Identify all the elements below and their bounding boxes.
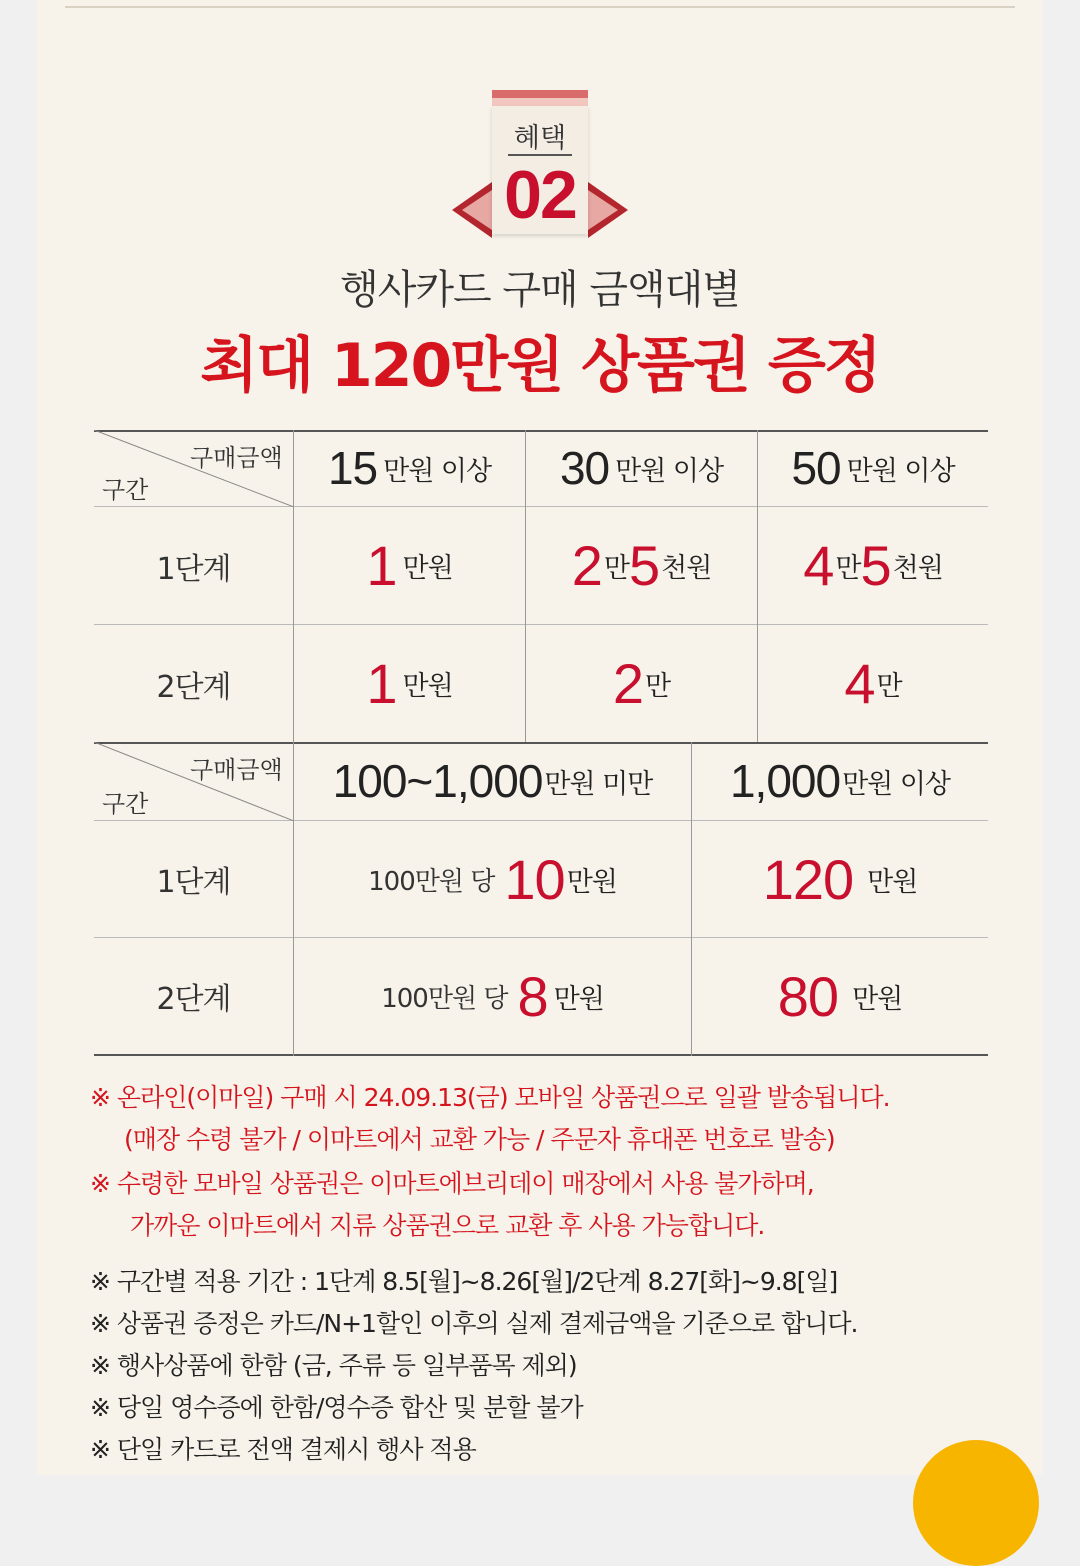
reward-value: 1: [366, 534, 397, 597]
badge-label: 혜택: [513, 123, 567, 154]
floating-action-button[interactable]: [913, 1440, 1039, 1566]
reward-value: 80: [777, 964, 839, 1028]
reward-cell: [294, 938, 691, 1054]
corner-label-range: 구간: [102, 476, 149, 504]
reward-prefix: 100만원 당: [381, 983, 508, 1014]
note-red-line: ※ 수령한 모바일 상품권은 이마트에브리데이 매장에서 사용 불가하며,: [90, 1169, 814, 1198]
reward-value: 4: [803, 534, 834, 597]
reward-cell: [526, 507, 757, 624]
header-suffix: 만원 이상: [383, 455, 492, 487]
reward-unit-2: 천원: [661, 553, 712, 584]
stage-label: 2단계: [156, 982, 231, 1017]
notes-section: [90, 1078, 1010, 1478]
reward-value: 4: [844, 652, 875, 715]
header-suffix: 만원 이상: [846, 455, 955, 487]
reward-value-2: 5: [628, 534, 660, 597]
reward-unit: 만: [603, 553, 629, 584]
reward-unit: 만: [835, 553, 861, 584]
header-cell: [758, 430, 988, 506]
header-suffix: 만원 이상: [842, 768, 951, 800]
reward-unit: 만원: [852, 983, 903, 1015]
benefit-badge: [452, 90, 628, 250]
reward-unit: 만: [645, 671, 671, 702]
divider: [65, 6, 1015, 8]
reward-unit: 만원: [402, 671, 453, 702]
reward-unit: 만원: [402, 553, 453, 584]
badge-top-bar: [492, 90, 588, 98]
reward-value: 10: [504, 847, 565, 911]
reward-unit: 만원: [867, 866, 918, 898]
reward-cell: [294, 625, 525, 742]
badge-number: 02: [504, 157, 576, 233]
table-border: [94, 1054, 988, 1056]
note-red-line: 가까운 이마트에서 지류 상품권으로 교환 후 사용 가능합니다.: [130, 1211, 765, 1240]
reward-cell: [526, 625, 757, 742]
header-cell: [526, 430, 757, 506]
reward-cell: [692, 821, 988, 937]
reward-unit-2: 천원: [892, 553, 943, 584]
corner-label-amount: 구매금액: [190, 444, 283, 472]
badge-wing-inner-right: [588, 190, 618, 230]
badge-wing-inner-left: [462, 190, 492, 230]
reward-value: 2: [612, 652, 644, 715]
header-amount: 15: [327, 442, 378, 494]
note-line: ※ 구간별 적용 기간 : 1단계 8.5[월]~8.26[월]/2단계 8.27[화]~9.8[일]: [90, 1267, 838, 1296]
header-amount: 100~1,000: [332, 755, 543, 807]
corner-label-amount: 구매금액: [190, 756, 283, 784]
note-red-line: ※ 온라인(이마일) 구매 시 24.09.13(금) 모바일 상품권으로 일괄 발송됩니다.: [90, 1083, 890, 1112]
reward-table-1: [94, 430, 988, 744]
badge-top-bar-light: [492, 98, 588, 106]
reward-value-2: 5: [860, 534, 891, 597]
reward-cell: [758, 625, 988, 742]
reward-cell: [294, 507, 525, 624]
note-line: ※ 단일 카드로 전액 결제시 행사 적용: [90, 1435, 476, 1464]
reward-value: 2: [571, 534, 602, 597]
note-red-line: (매장 수령 불가 / 이마트에서 교환 가능 / 주문자 휴대폰 번호로 발송): [124, 1125, 835, 1154]
promo-title: 최대 120만원 상품권 증정: [200, 331, 880, 401]
reward-unit: 만원: [553, 983, 604, 1015]
reward-cell: [692, 938, 988, 1054]
reward-unit: 만: [876, 671, 902, 702]
reward-table-2: [94, 742, 988, 1056]
reward-value: 8: [517, 964, 548, 1028]
stage-label: 1단계: [156, 551, 231, 587]
header-amount: 50: [791, 442, 841, 494]
header-suffix: 만원 미만: [544, 768, 653, 800]
header-cell: [294, 430, 525, 506]
header-amount: 30: [559, 442, 610, 494]
header-amount: 1,000: [729, 755, 841, 807]
promo-subtitle: 행사카드 구매 금액대별: [340, 267, 740, 313]
note-line: ※ 당일 영수증에 한함/영수증 합산 및 분할 불가: [90, 1393, 583, 1422]
reward-cell: [294, 821, 691, 937]
header-suffix: 만원 이상: [615, 455, 724, 487]
reward-value: 120: [762, 847, 854, 911]
note-line: ※ 행사상품에 한함 (금, 주류 등 일부품목 제외): [90, 1351, 577, 1380]
header-cell: [692, 742, 988, 820]
header-cell: [294, 742, 691, 820]
corner-label-range: 구간: [102, 790, 149, 818]
reward-cell: [758, 507, 988, 624]
note-line: ※ 상품권 증정은 카드/N+1할인 이후의 실제 결제금액을 기준으로 합니다.: [90, 1309, 858, 1338]
reward-unit: 만원: [566, 866, 617, 898]
stage-label: 2단계: [156, 669, 231, 705]
reward-prefix: 100만원 당: [368, 866, 495, 897]
stage-label: 1단계: [156, 865, 231, 900]
reward-value: 1: [366, 652, 397, 715]
